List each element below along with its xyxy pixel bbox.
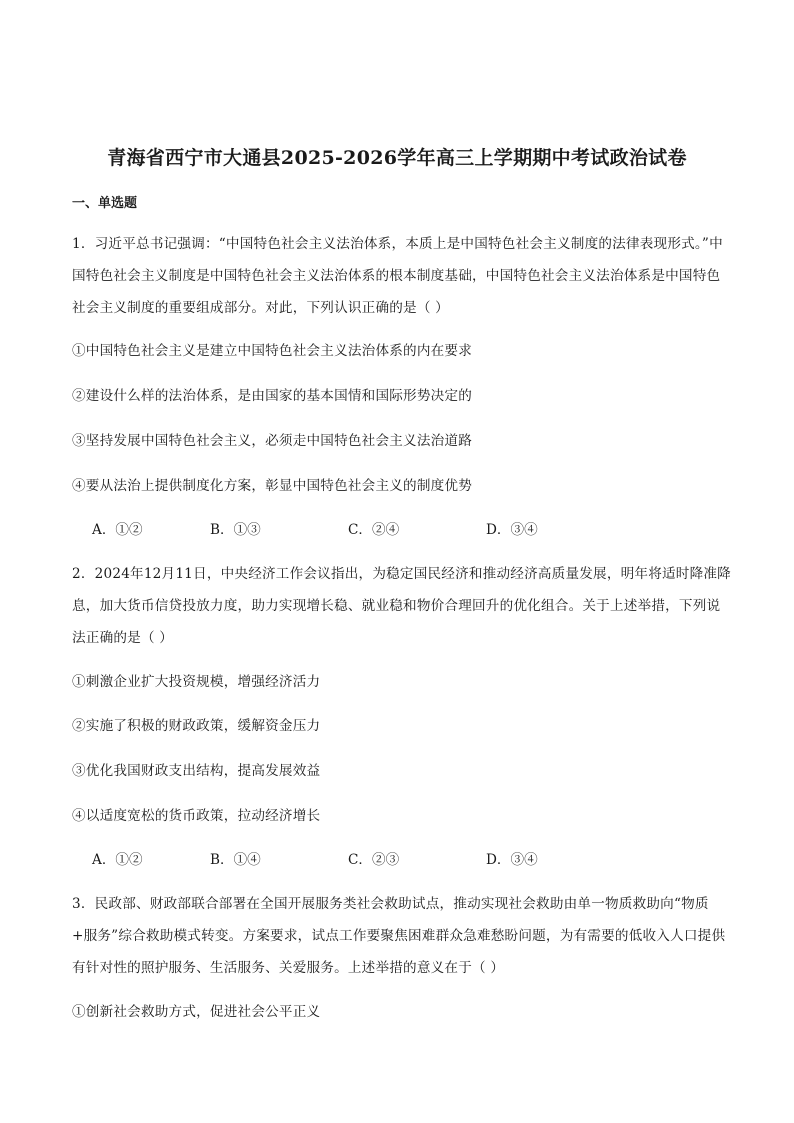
option-c[interactable]: C．②③ xyxy=(348,852,400,868)
option-d[interactable]: D．③④ xyxy=(486,522,538,538)
question-1-item-4: ④要从法治上提供制度化方案，彰显中国特色社会主义的制度优势 xyxy=(72,478,473,494)
question-2-item-3: ③优化我国财政支出结构，提高发展效益 xyxy=(72,763,321,779)
question-1-item-2: ②建设什么样的法治体系，是由国家的基本国情和国际形势决定的 xyxy=(72,388,473,404)
option-b[interactable]: B．①④ xyxy=(210,852,261,868)
question-2-stem: 2．2024年12月11日，中央经济工作会议指出，为稳定国民经济和推动经济高质量发展，明年将适时降准降息，加大货币信贷投放力度，助力实现增长稳、就业稳和物价合理回升的优化组合。关于上述举措，下列说法正确的是（ ） xyxy=(72,566,731,646)
question-2-item-2: ②实施了积极的财政政策，缓解资金压力 xyxy=(72,718,321,734)
exam-title: 青海省西宁市大通县2025-2026学年高三上学期期中考试政治试卷 xyxy=(107,147,687,169)
option-b[interactable]: B．①③ xyxy=(210,522,261,538)
question-1-item-1: ①中国特色社会主义是建立中国特色社会主义法治体系的内在要求 xyxy=(72,343,473,359)
option-d[interactable]: D．③④ xyxy=(486,852,538,868)
section-heading: 一、单选题 xyxy=(72,196,138,211)
option-a[interactable]: A．①② xyxy=(92,522,143,538)
question-1-item-3: ③坚持发展中国特色社会主义，必须走中国特色社会主义法治道路 xyxy=(72,433,473,449)
question-2-item-1: ①刺激企业扩大投资规模，增强经济活力 xyxy=(72,674,321,690)
question-1-stem: 1．习近平总书记强调：“中国特色社会主义法治体系，本质上是中国特色社会主义制度的法律表现形式。”中国特色社会主义制度是中国特色社会主义法治体系的根本制度基础，中国特色社会主义法治体系是中国特色社会主义制度的重要组成部分。对此，下列认识正确的是（ ） xyxy=(72,236,723,316)
option-c[interactable]: C．②④ xyxy=(348,522,400,538)
question-2-item-4: ④以适度宽松的货币政策，拉动经济增长 xyxy=(72,808,321,824)
question-3-stem: 3．民政部、财政部联合部署在全国开展服务类社会救助试点，推动实现社会救助由单一物质救助向“物质+服务”综合救助模式转变。方案要求，试点工作要聚焦困难群众急难愁盼问题，为有需要的低收入人口提供有针对性的照护服务、生活服务、关爱服务。上述举措的意义在于（ ） xyxy=(72,896,726,976)
option-a[interactable]: A．①② xyxy=(92,852,143,868)
question-3-item-1: ①创新社会救助方式，促进社会公平正义 xyxy=(72,1004,321,1020)
